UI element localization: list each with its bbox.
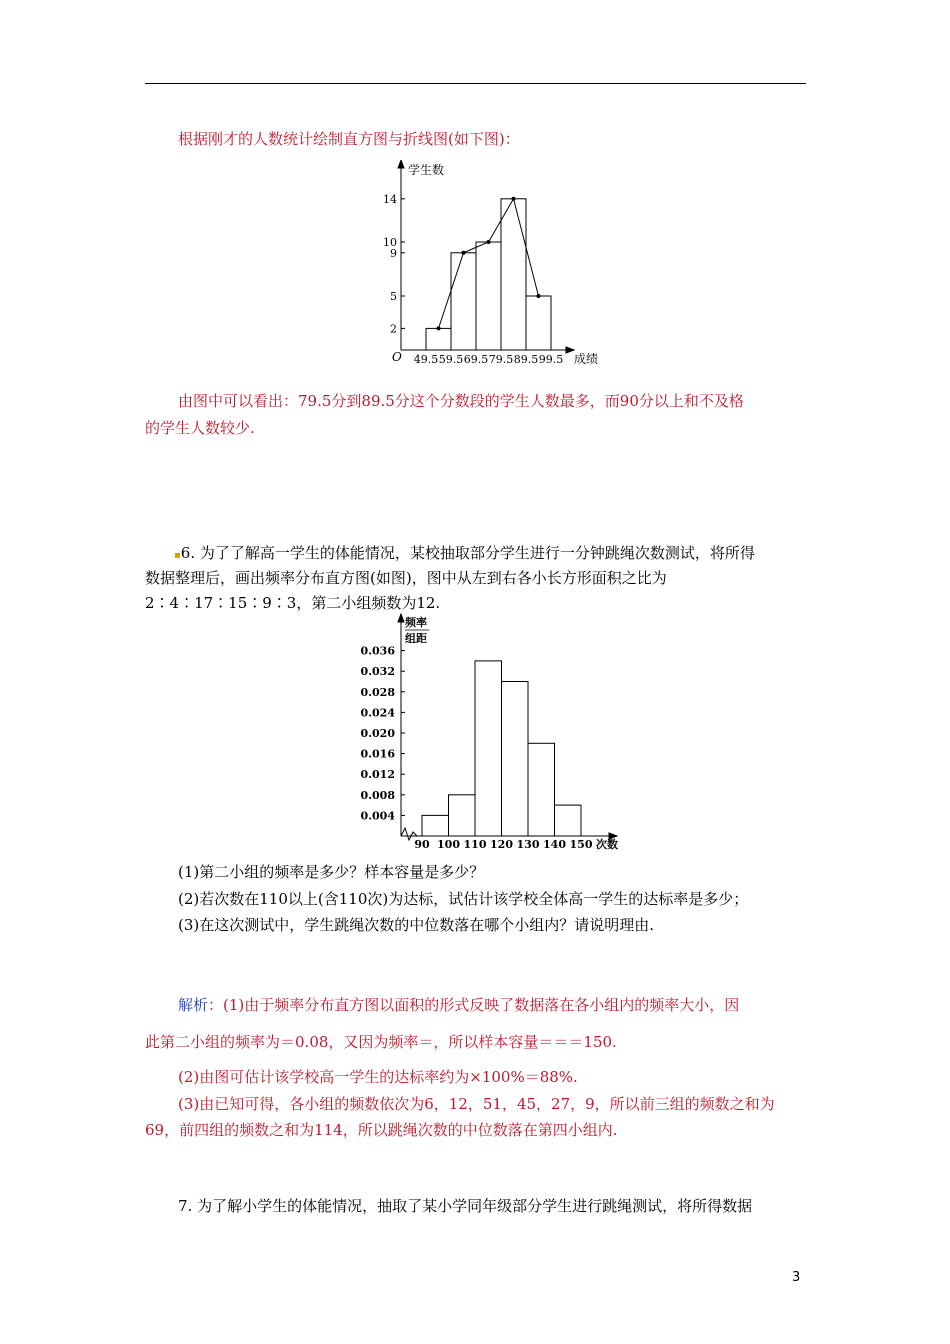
problem6-q3: (3)在这次测试中，学生跳绳次数的中位数落在哪个小组内？请说明理由. bbox=[178, 916, 655, 934]
chart2-y-arrow bbox=[398, 614, 404, 622]
chart2-ytick-label: 0.024 bbox=[360, 706, 395, 720]
chart2-bar bbox=[475, 661, 502, 836]
chart1-xtick-label: 89.5 bbox=[513, 353, 539, 366]
chart2-ytick-label: 0.004 bbox=[360, 809, 395, 823]
chart1-origin: O bbox=[392, 350, 402, 364]
chart2-histogram bbox=[355, 612, 635, 860]
chart2-bar bbox=[555, 805, 582, 836]
chart1-bar bbox=[501, 199, 526, 350]
chart2-y-label-top: 频率 bbox=[405, 616, 427, 629]
solution-line2: 此第二小组的频率为＝0.08，又因为频率＝，所以样本容量＝＝＝150. bbox=[145, 1033, 617, 1051]
problem6-line1: ▪6. 为了了解高一学生的体能情况，某校抽取部分学生进行一分钟跳绳次数测试，将所得 bbox=[174, 544, 755, 562]
chart2-x-label: 次数 bbox=[596, 838, 618, 851]
chart2-ytick-label: 0.016 bbox=[360, 747, 395, 761]
chart2-xtick-label: 90 bbox=[414, 838, 430, 851]
chart1-xtick-label: 69.5 bbox=[463, 353, 489, 366]
chart2-bar bbox=[449, 795, 476, 836]
chart2-ytick-label: 0.020 bbox=[360, 727, 395, 740]
problem6-q2: (2)若次数在110以上(含110次)为达标，试估计该学校全体高一学生的达标率是多少； bbox=[178, 890, 749, 908]
chart1-bar bbox=[451, 253, 476, 350]
problem7-line1: 7. 为了解小学生的体能情况，抽取了某小学同年级部分学生进行跳绳测试，将所得数据 bbox=[178, 1197, 753, 1215]
chart2-y-label-bottom: 组距 bbox=[405, 632, 427, 645]
chart1-ytick-label: 9 bbox=[390, 246, 397, 260]
chart2-bar bbox=[502, 682, 529, 837]
chart1-intro: 根据刚才的人数统计绘制直方图与折线图(如下图)： bbox=[178, 130, 520, 148]
problem6-line3: 2∶4∶17∶15∶9∶3，第二小组频数为12. bbox=[145, 594, 441, 612]
chart2-xtick-label: 150 bbox=[569, 838, 593, 851]
chart1-ytick-label: 2 bbox=[390, 322, 397, 336]
chart1-y-label: 学生数 bbox=[408, 163, 445, 177]
problem6-line2: 数据整理后，画出频率分布直方图(如图)，图中从左到右各小长方形面积之比为 bbox=[145, 569, 667, 587]
chart1-x-arrow bbox=[566, 347, 574, 353]
chart1-ytick-label: 10 bbox=[383, 236, 397, 249]
chart2-xtick-label: 120 bbox=[490, 838, 513, 851]
chart1-histogram bbox=[370, 160, 620, 372]
chart2-xtick-label: 140 bbox=[543, 838, 566, 851]
solution-line3: (2)由图可估计该学校高一学生的达标率约为×100%＝88%. bbox=[178, 1068, 578, 1086]
chart1-y-arrow bbox=[398, 160, 404, 168]
problem6-q1: (1)第二小组的频率是多少？样本容量是多少？ bbox=[178, 863, 485, 881]
chart2-xtick-label: 100 bbox=[437, 838, 460, 851]
chart1-xtick-label: 59.5 bbox=[438, 353, 464, 366]
anchor-mark-icon: ▪ bbox=[174, 550, 181, 561]
chart1-xtick-label: 99.5 bbox=[538, 353, 564, 366]
chart2-ytick-label: 0.036 bbox=[360, 644, 395, 658]
chart1-bar bbox=[476, 242, 501, 350]
chart2-xtick-label: 130 bbox=[516, 838, 540, 851]
chart2-bar bbox=[528, 743, 555, 836]
page-number: 3 bbox=[792, 1270, 801, 1285]
header-rule bbox=[145, 83, 806, 84]
chart2-ytick-label: 0.028 bbox=[360, 685, 395, 699]
chart1-ytick-label: 14 bbox=[383, 192, 397, 206]
solution-label: 解析 bbox=[178, 996, 209, 1014]
chart1-conclusion-line2: 的学生人数较少. bbox=[145, 419, 255, 437]
chart2-ytick-label: 0.032 bbox=[360, 665, 395, 679]
chart2-ytick-label: 0.008 bbox=[360, 788, 395, 802]
chart1-xtick-label: 79.5 bbox=[488, 353, 514, 366]
chart1-xtick-label: 49.5 bbox=[413, 353, 439, 366]
chart1-ytick-label: 5 bbox=[390, 290, 397, 303]
chart1-bar bbox=[526, 296, 551, 350]
solution-line4: (3)由已知可得，各小组的频数依次为6，12，51，45，27，9，所以前三组的频数之和为 bbox=[178, 1095, 775, 1113]
chart2-bar bbox=[422, 815, 449, 836]
chart1-x-label: 成绩 bbox=[574, 352, 599, 366]
solution-line1: 解析：(1)由于频率分布直方图以面积的形式反映了数据落在各小组内的频率大小，因 bbox=[178, 996, 740, 1014]
solution-line5: 69，前四组的频数之和为114，所以跳绳次数的中位数落在第四小组内. bbox=[145, 1121, 618, 1139]
chart1-conclusion-line1: 由图中可以看出：79.5分到89.5分这个分数段的学生人数最多，而90分以上和不及格 bbox=[178, 392, 744, 410]
chart2-ytick-label: 0.012 bbox=[360, 768, 395, 782]
chart1-bar bbox=[426, 328, 451, 350]
chart2-xtick-label: 110 bbox=[463, 838, 487, 851]
